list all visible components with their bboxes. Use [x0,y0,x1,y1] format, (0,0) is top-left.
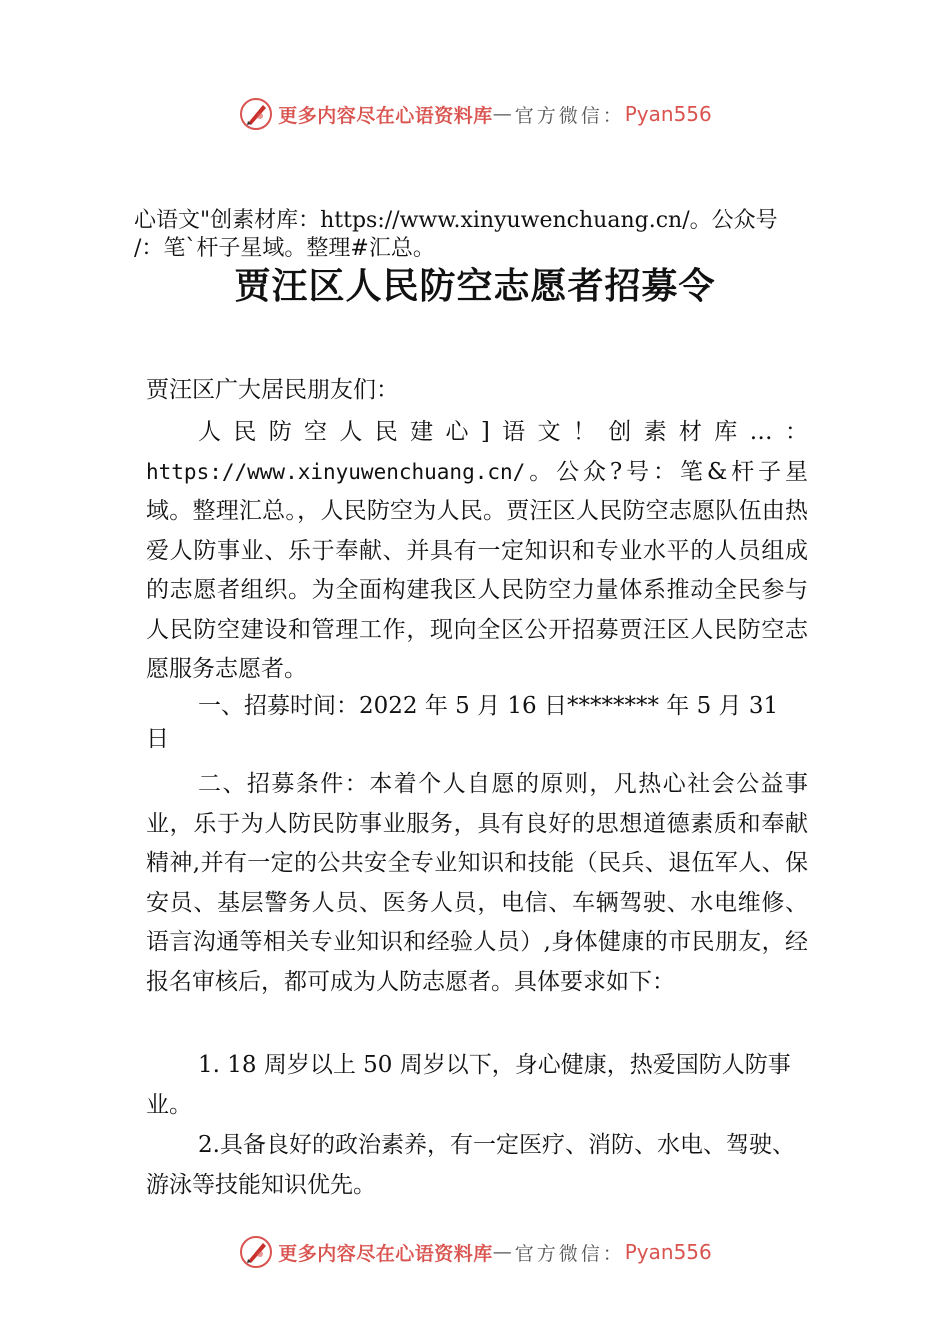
pen-logo-icon [238,96,274,132]
banner-dash: — [492,103,515,125]
header-banner [0,94,950,134]
banner-wechat-label: 官方微信： [514,104,625,127]
paragraph-intro-url: https://www.xinyuwenchuang.cn/ [146,459,526,484]
paragraph-recruit-conditions: 二、招募条件：本着个人自愿的原则，凡热心社会公益事业，乐于为人防民防事业服务，具有良好的思想道德素质和奉献精神,并有一定的公共安全专业知识和技能（民兵、退伍军人、保安员、基层警务人员、医务人员，电信、车辆驾驶、水电维修、语言沟通等相关专业知识和经验人员）,身体健康的市民朋友，经报名审核后，都可成为人防志愿者。具体要求如下： [146,771,808,995]
pen-logo-icon [238,1234,274,1270]
footer-banner [0,1232,950,1272]
watermark-line-2: /：笔`杆子星域。整理#汇总。 [134,236,435,261]
banner-wechat-id: Pyan556 [624,102,712,126]
banner-wechat-id: Pyan556 [624,1240,712,1264]
banner-dash: — [492,1241,515,1263]
requirement-item-2: 2.具备良好的政治素养，有一定医疗、消防、水电、驾驶、游泳等技能知识优先。 [146,1132,795,1198]
watermark-line-1: 心语文"创素材库：https://www.xinyuwenchuang.cn/。公众号 [134,208,778,233]
banner-slogan: 更多内容尽在心语资料库 [278,104,493,127]
paragraph-intro-lead: 人民防空人民建心]语文！创素材库…： [198,419,808,445]
paragraph-intro-rest: 。公众?号：笔&杆子星域。整理汇总。，人民防空为人民。贾汪区人民防空志愿队伍由热爱人防事业、乐于奉献、并具有一定知识和专业水平的人员组成的志愿者组织。为全面构建我区人民防空力量体系推动全民参与人民防空建设和管理工作，现向全区公开招募贾汪区人民防空志愿服务志愿者。 [146,458,808,682]
requirement-item-1: 1. 18 周岁以上 50 周岁以下，身心健康，热爱国防人防事业。 [146,1052,791,1118]
banner-wechat-label: 官方微信： [514,1242,625,1265]
paragraph-intro [146,413,808,690]
paragraph-recruit-time: 一、招募时间：2022 年 5 月 16 日******** 年 5 月 31 日 [146,693,779,752]
banner-slogan: 更多内容尽在心语资料库 [278,1242,493,1265]
document-title: 贾汪区人民防空志愿者招募令 [234,265,716,307]
salutation: 贾汪区广大居民朋友们： [146,377,399,403]
